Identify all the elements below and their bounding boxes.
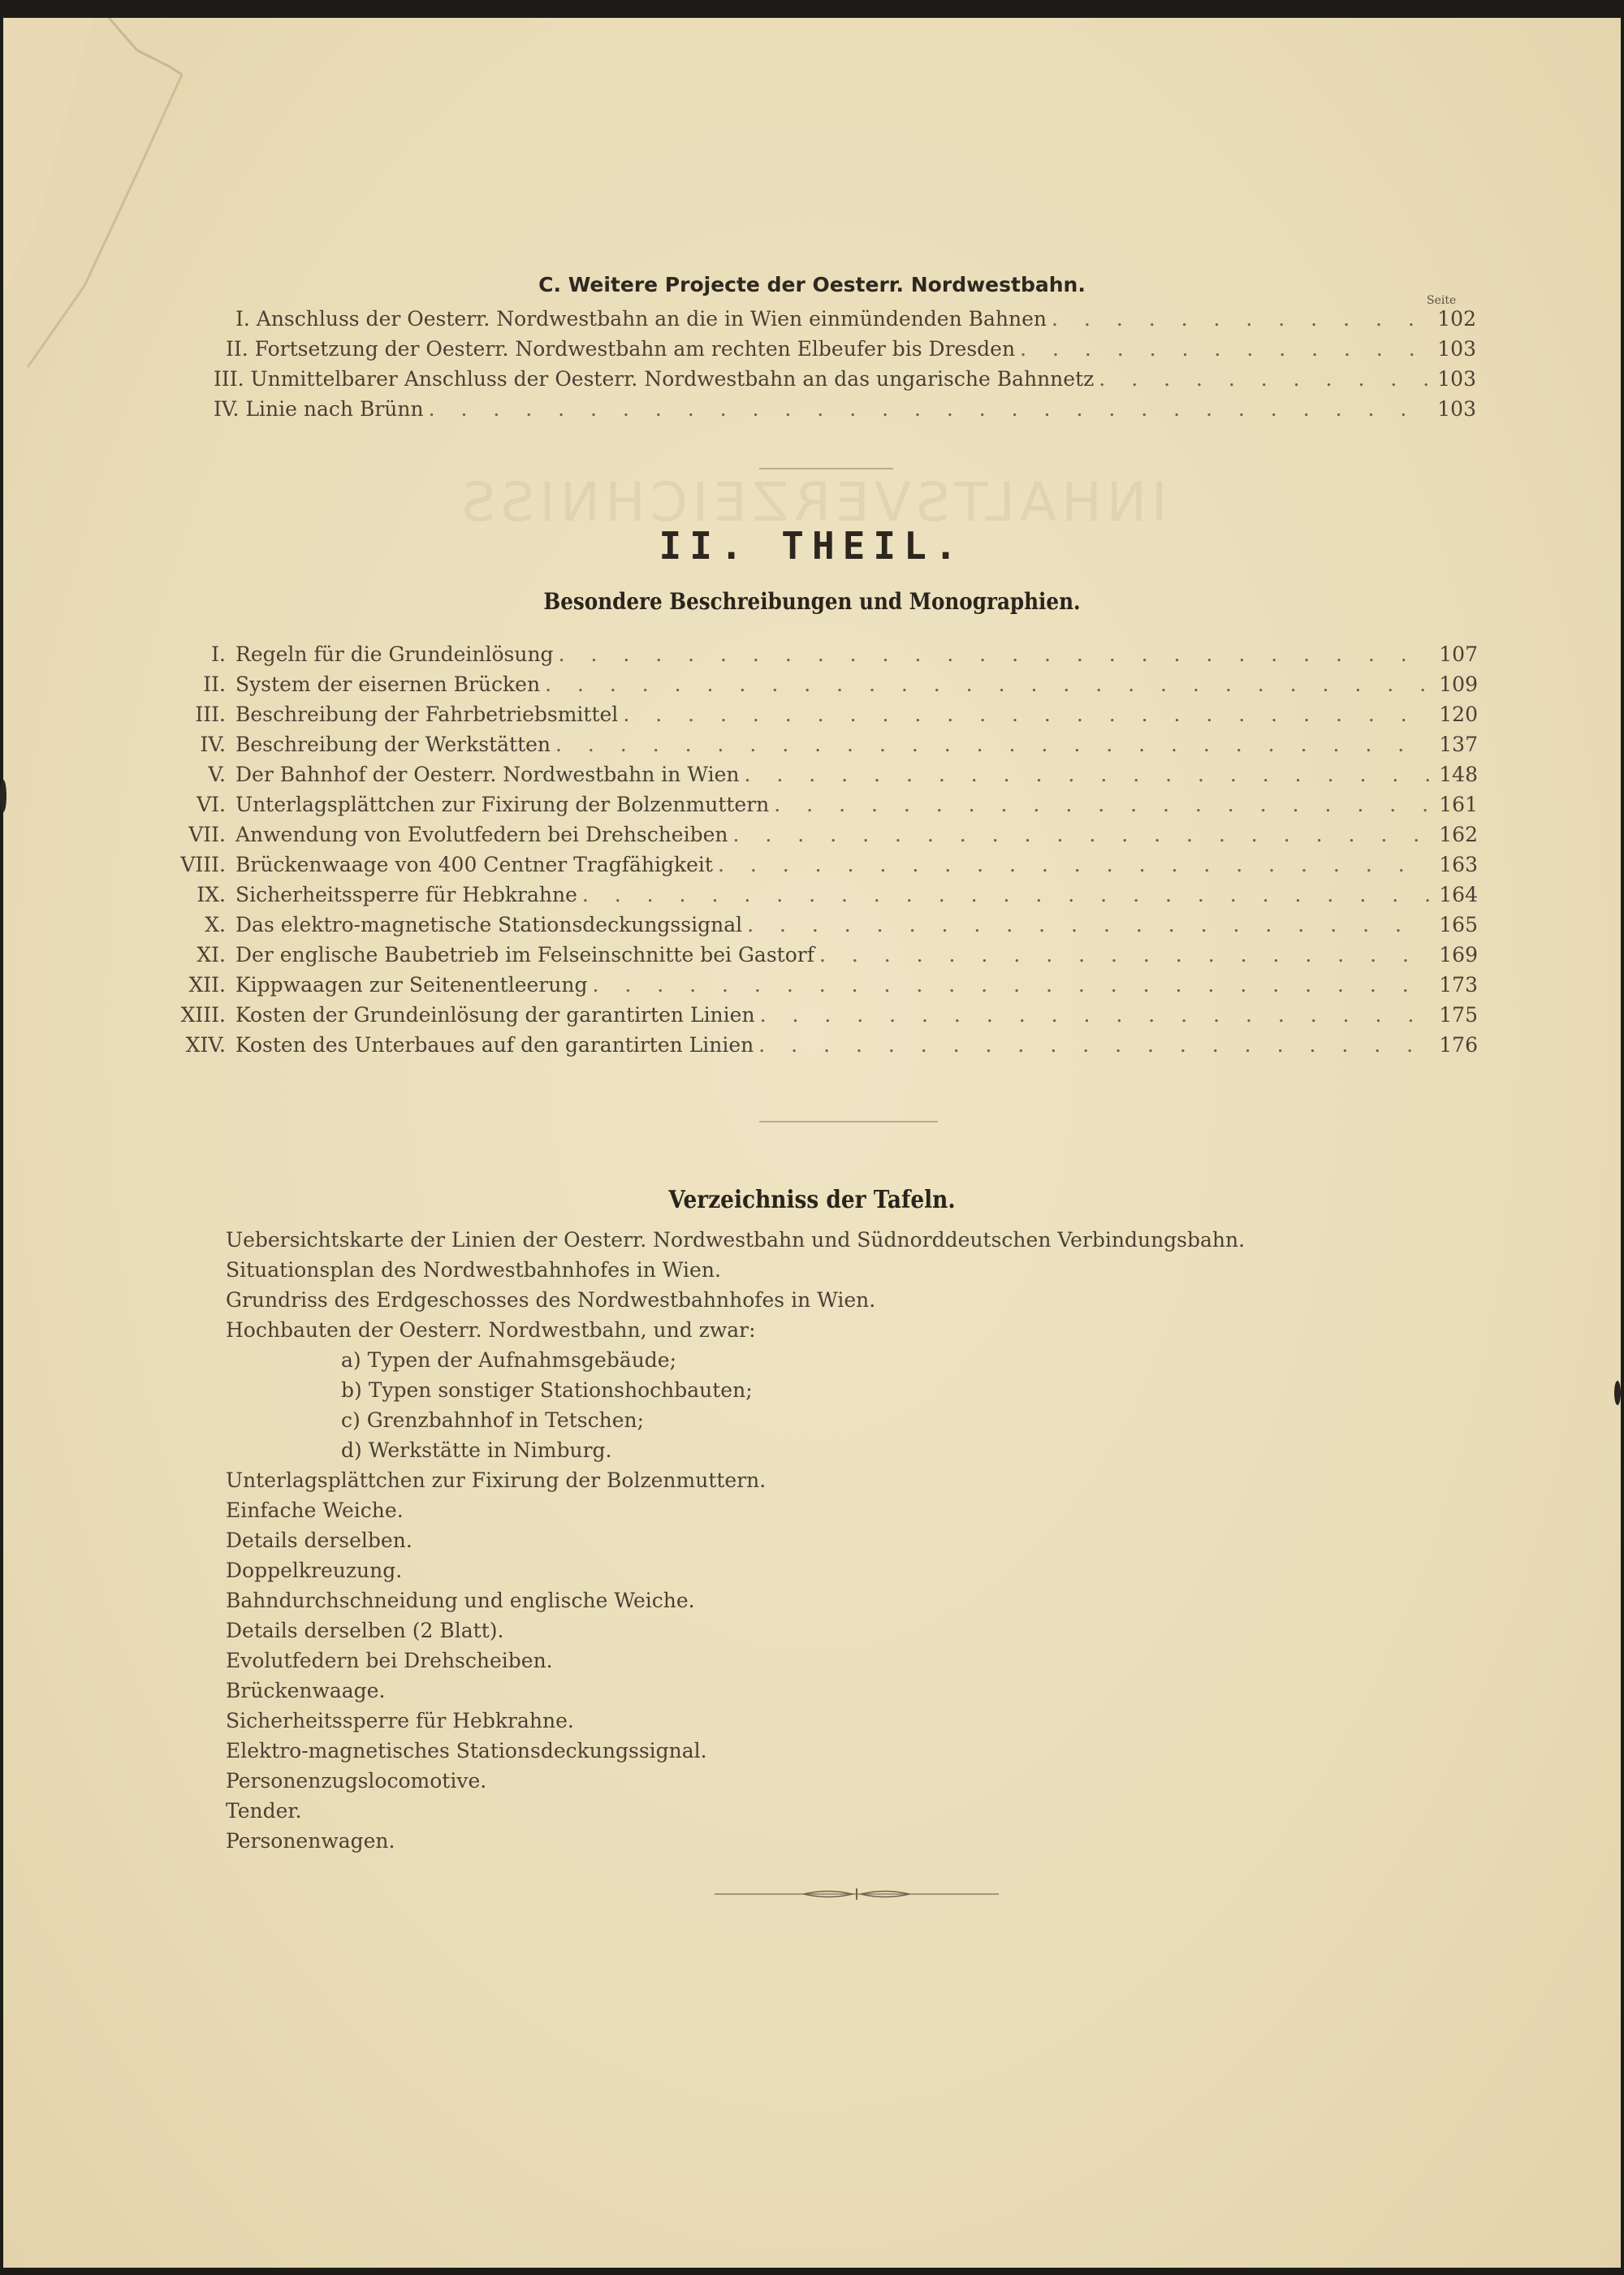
- folded-corner: [3, 18, 198, 375]
- plate-entry: Evolutfedern bei Drehscheiben.: [226, 1649, 553, 1672]
- plate-subentry: c) Grenzbahnhof in Tetschen;: [341, 1408, 645, 1432]
- toc-entry: [146, 673, 1478, 700]
- toc-entry: [226, 337, 1476, 365]
- seite-label: Seite: [1427, 294, 1457, 307]
- toc-entry: [146, 793, 1478, 820]
- toc-entry-label: Beschreibung der Fahrbetriebsmittel: [235, 703, 619, 726]
- toc-entry-page: 176: [1439, 1033, 1478, 1057]
- toc-entry: [214, 367, 1476, 395]
- toc-entry-label: Der Bahnhof der Oesterr. Nordwestbahn in Wien: [235, 763, 740, 786]
- toc-entry-page: 103: [1437, 337, 1476, 361]
- toc-entry-number: X.: [205, 913, 226, 936]
- toc-entry-page: 107: [1439, 642, 1478, 666]
- toc-entry-page: 120: [1439, 703, 1478, 726]
- toc-entry-page: 103: [1437, 397, 1476, 421]
- toc-entry-label: Kosten der Grundeinlösung der garantirten Linien: [235, 1003, 755, 1027]
- toc-entry-page: 164: [1439, 883, 1478, 906]
- toc-entry-number: XIV.: [185, 1033, 226, 1057]
- plate-entry: Brückenwaage.: [226, 1679, 386, 1702]
- plate-subentry: a) Typen der Aufnahmsgebäude;: [341, 1348, 677, 1372]
- toc-entry-label: III. Unmittelbarer Anschluss der Oesterr. Nordwestbahn an das ungarische Bahnnetz: [214, 367, 1095, 391]
- toc-entry-page: 173: [1439, 973, 1478, 997]
- toc-entry: [146, 943, 1478, 971]
- toc-entry-label: I. Anschluss der Oesterr. Nordwestbahn an die in Wien einmündenden Bahnen: [235, 307, 1047, 331]
- toc-entry-number: XI.: [197, 943, 226, 967]
- leader-dots: [559, 642, 1429, 666]
- plate-entry: Einfache Weiche.: [226, 1499, 404, 1522]
- toc-entry-label: Brückenwaage von 400 Centner Tragfähigkeit: [235, 853, 713, 876]
- toc-entry-label: II. Fortsetzung der Oesterr. Nordwestbahn am rechten Elbeufer bis Dresden: [226, 337, 1016, 361]
- toc-entry-label: Sicherheitssperre für Hebkrahne: [235, 883, 577, 906]
- leader-dots: [1099, 367, 1427, 391]
- toc-entry-page: 165: [1439, 913, 1478, 936]
- toc-entry-label: Anwendung von Evolutfedern bei Drehscheiben: [235, 823, 728, 846]
- toc-entry-page: 148: [1439, 763, 1478, 786]
- plate-entry: Elektro-magnetisches Stationsdeckungssignal.: [226, 1739, 707, 1762]
- toc-entry-number: IV.: [200, 733, 226, 756]
- divider-rule: [759, 468, 893, 469]
- toc-entry: [214, 397, 1476, 425]
- leader-dots: [429, 397, 1427, 421]
- toc-entry: [146, 973, 1478, 1001]
- toc-entry-page: 162: [1439, 823, 1478, 846]
- plate-entry: Sicherheitssperre für Hebkrahne.: [226, 1709, 574, 1732]
- leader-dots: [555, 733, 1429, 756]
- toc-entry-label: IV. Linie nach Brünn: [214, 397, 424, 421]
- plate-entry: Uebersichtskarte der Linien der Oesterr. Nordwestbahn und Südnorddeutschen Verbindungsbahn.: [226, 1228, 1246, 1252]
- toc-entry-page: 169: [1439, 943, 1478, 967]
- plate-entry: Doppelkreuzung.: [226, 1559, 403, 1582]
- plate-entry: Details derselben.: [226, 1529, 412, 1552]
- plate-subentry: b) Typen sonstiger Stationshochbauten;: [341, 1378, 753, 1402]
- toc-entry: [146, 823, 1478, 850]
- leader-dots: [733, 823, 1430, 846]
- leader-dots: [819, 943, 1429, 967]
- plate-entry: Tender.: [226, 1799, 302, 1823]
- plate-entry: Unterlagsplättchen zur Fixirung der Bolzenmuttern.: [226, 1468, 767, 1492]
- toc-entry: [146, 703, 1478, 730]
- part-title: II. THEIL.: [659, 524, 965, 568]
- leader-dots: [760, 1003, 1429, 1027]
- toc-entry-page: 109: [1439, 673, 1478, 696]
- toc-entry: [146, 1003, 1478, 1031]
- toc-entry-page: 137: [1439, 733, 1478, 756]
- plate-entry: Situationsplan des Nordwestbahnhofes in Wien.: [226, 1258, 721, 1282]
- toc-entry: [146, 763, 1478, 790]
- leader-dots: [592, 973, 1429, 997]
- toc-entry-number: I.: [211, 642, 226, 666]
- leader-dots: [582, 883, 1429, 906]
- toc-entry: [146, 913, 1478, 941]
- edge-mark: [1614, 1381, 1621, 1405]
- leader-dots: [744, 763, 1429, 786]
- leader-dots: [1020, 337, 1427, 361]
- plate-entry: Hochbauten der Oesterr. Nordwestbahn, und zwar:: [226, 1318, 756, 1342]
- toc-entry-label: System der eisernen Brücken: [235, 673, 541, 696]
- toc-entry-page: 103: [1437, 367, 1476, 391]
- divider-rule: [759, 1121, 938, 1122]
- leader-dots: [1052, 307, 1427, 331]
- toc-entry: [146, 883, 1478, 910]
- toc-entry-label: Der englische Baubetrieb im Felseinschnitte bei Gastorf: [235, 943, 814, 967]
- plates-title: Verzeichniss der Tafeln.: [668, 1186, 956, 1214]
- edge-mark: [0, 780, 6, 812]
- ornament-divider: [715, 1886, 999, 1902]
- bleed-through-text: INHALTSVERZEICHNISS: [456, 471, 1168, 534]
- toc-entry-page: 175: [1439, 1003, 1478, 1027]
- toc-entry: [146, 1033, 1478, 1061]
- leader-dots: [545, 673, 1429, 696]
- toc-entry-label: Kippwaagen zur Seitenentleerung: [235, 973, 588, 997]
- leader-dots: [758, 1033, 1429, 1057]
- toc-entry-label: Kosten des Unterbaues auf den garantirten Linien: [235, 1033, 754, 1057]
- plate-entry: Personenzugslocomotive.: [226, 1769, 487, 1793]
- toc-entry-number: IX.: [197, 883, 226, 906]
- toc-entry-number: VIII.: [180, 853, 226, 876]
- leader-dots: [774, 793, 1429, 816]
- toc-entry-page: 163: [1439, 853, 1478, 876]
- toc-entry-label: Beschreibung der Werkstätten: [235, 733, 551, 756]
- toc-entry: [235, 307, 1476, 335]
- leader-dots: [718, 853, 1429, 876]
- toc-entry-label: Unterlagsplättchen zur Fixirung der Bolzenmuttern: [235, 793, 770, 816]
- toc-entry-label: Das elektro-magnetische Stationsdeckungssignal: [235, 913, 743, 936]
- toc-entry-number: VI.: [197, 793, 226, 816]
- plate-subentry: d) Werkstätte in Nimburg.: [341, 1438, 612, 1462]
- toc-entry-page: 102: [1437, 307, 1476, 331]
- leader-dots: [623, 703, 1429, 726]
- section-c-title: C. Weitere Projecte der Oesterr. Nordwestbahn.: [538, 273, 1086, 296]
- leader-dots: [747, 913, 1429, 936]
- plate-entry: Bahndurchschneidung und englische Weiche.: [226, 1589, 695, 1612]
- toc-entry-page: 161: [1439, 793, 1478, 816]
- toc-entry-label: Regeln für die Grundeinlösung: [235, 642, 554, 666]
- toc-entry-number: V.: [208, 763, 226, 786]
- toc-entry-number: III.: [195, 703, 226, 726]
- toc-entry-number: II.: [203, 673, 226, 696]
- plate-entry: Grundriss des Erdgeschosses des Nordwestbahnhofes in Wien.: [226, 1288, 876, 1312]
- plate-entry: Details derselben (2 Blatt).: [226, 1619, 504, 1642]
- plate-entry: Personenwagen.: [226, 1829, 395, 1853]
- toc-entry-number: VII.: [188, 823, 226, 846]
- toc-entry: [146, 853, 1478, 880]
- part-subtitle: Besondere Beschreibungen und Monographien.: [543, 588, 1081, 615]
- toc-entry: [146, 642, 1478, 670]
- toc-entry-number: XIII.: [180, 1003, 226, 1027]
- toc-entry: [146, 733, 1478, 760]
- toc-entry-number: XII.: [188, 973, 226, 997]
